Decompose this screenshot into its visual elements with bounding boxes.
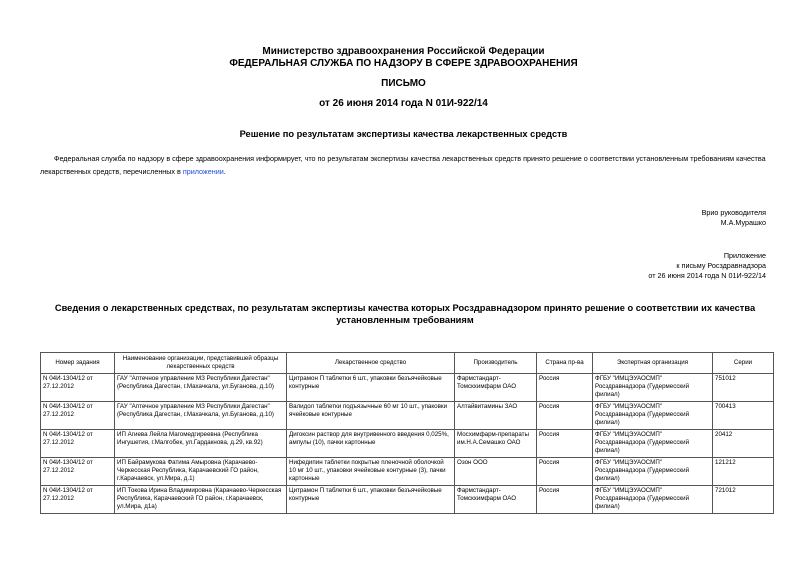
cell-series: 751012 bbox=[713, 374, 774, 402]
cell-medicine: Нифедипин таблетки покрытые пленочной оболочкой 10 мг 10 шт., упаковки ячейковые контурные (3), пачки картонные bbox=[287, 458, 455, 486]
cell-series: 121212 bbox=[713, 458, 774, 486]
header-cell: Серии bbox=[713, 353, 774, 374]
table-row bbox=[41, 458, 774, 486]
header-cell: Страна пр-ва bbox=[537, 353, 593, 374]
cell-task-number: N 04И-1304/12 от 27.12.2012 bbox=[41, 486, 115, 514]
cell-task-number: N 04И-1304/12 от 27.12.2012 bbox=[41, 402, 115, 430]
cell-manufacturer: Мосхимфарм-препараты им.Н.А.Семашко ОАО bbox=[455, 430, 537, 458]
table-row bbox=[41, 486, 774, 514]
cell-medicine: Цитрамон П таблетки 6 шт., упаковки безъячейковые контурные bbox=[287, 486, 455, 514]
doc-date-number: от 26 июня 2014 года N 01И-922/14 bbox=[319, 98, 488, 109]
medicines-table bbox=[40, 352, 774, 514]
table-title: Сведения о лекарственных средствах, по результатам экспертизы качества которых Росздравнадзором принято решение о соответствии их качества установленным требованиям bbox=[54, 303, 756, 325]
cell-expert-org: ФГБУ "ИМЦЭУАОСМП" Росздравнадзора (Гудермесский филиал) bbox=[593, 430, 713, 458]
cell-organization: ИП Байрамукова Фатима Амыровна (Карачаево-Черкесская Республика, Карачаевский ГО район, г.Карачаевск, ул.Мира, д.1) bbox=[115, 458, 287, 486]
cell-expert-org: ФГБУ "ИМЦЭУАОСМП" Росздравнадзора (Гудермесский филиал) bbox=[593, 402, 713, 430]
cell-organization: ГАУ "Аптечное управление МЗ Республики Дагестан" (Республика Дагестан, г.Махачкала, ул.Буганова, д.10) bbox=[115, 374, 287, 402]
cell-task-number: N 04И-1304/12 от 27.12.2012 bbox=[41, 374, 115, 402]
document-title: Решение по результатам экспертизы качества лекарственных средств bbox=[239, 129, 568, 139]
appendix-link[interactable]: приложении bbox=[182, 167, 224, 176]
cell-manufacturer: Фармстандарт-Томскхимфарм ОАО bbox=[455, 486, 537, 514]
cell-series: 700413 bbox=[713, 402, 774, 430]
cell-country: Россия bbox=[537, 486, 593, 514]
cell-country: Россия bbox=[537, 374, 593, 402]
signature-name: М.А.Мурашко bbox=[720, 218, 766, 227]
appendix-line-2: к письму Росздравнадзора bbox=[676, 261, 766, 270]
cell-series: 721012 bbox=[713, 486, 774, 514]
signature-block bbox=[702, 208, 766, 228]
table-row bbox=[41, 374, 774, 402]
cell-medicine: Дигоксин раствор для внутривенного введения 0,025%, ампулы (10), пачки картонные bbox=[287, 430, 455, 458]
cell-task-number: N 04И-1304/12 от 27.12.2012 bbox=[41, 430, 115, 458]
letter-body bbox=[40, 152, 770, 178]
cell-manufacturer: Алтайвитамины ЗАО bbox=[455, 402, 537, 430]
cell-manufacturer: Фармстандарт-Томскхимфарм ОАО bbox=[455, 374, 537, 402]
cell-manufacturer: Озон ООО bbox=[455, 458, 537, 486]
doc-type-heading: ПИСЬМО bbox=[381, 78, 426, 89]
body-text-start: Федеральная служба по надзору в сфере здравоохранения информирует, что по результатам экспертизы качества лекарственных средств принято решение о соответствии установленным требованиям качества лекарственных средств, перечисленных в bbox=[40, 154, 766, 176]
signature-position: Врио руководителя bbox=[701, 208, 766, 217]
cell-expert-org: ФГБУ "ИМЦЭУАОСМП" Росздравнадзора (Гудермесский филиал) bbox=[593, 458, 713, 486]
cell-series: 20412 bbox=[713, 430, 774, 458]
body-text-end: . bbox=[223, 167, 226, 176]
cell-expert-org: ФГБУ "ИМЦЭУАОСМП" Росздравнадзора (Гудермесский филиал) bbox=[593, 486, 713, 514]
header-cell: Экспертная организация bbox=[593, 353, 713, 374]
appendix-block bbox=[648, 251, 766, 281]
cell-country: Россия bbox=[537, 430, 593, 458]
table-row bbox=[41, 430, 774, 458]
ministry-heading: Министерство здравоохранения Российской Федерации bbox=[262, 46, 545, 57]
header-cell: Номер задания bbox=[41, 353, 115, 374]
appendix-line-3: от 26 июня 2014 года N 01И-922/14 bbox=[648, 271, 766, 280]
cell-expert-org: ФГБУ "ИМЦЭУАОСМП" Росздравнадзора (Гудермесский филиал) bbox=[593, 374, 713, 402]
service-heading: ФЕДЕРАЛЬНАЯ СЛУЖБА ПО НАДЗОРУ В СФЕРЕ ЗДРАВООХРАНЕНИЯ bbox=[229, 58, 578, 69]
header-cell: Производитель bbox=[455, 353, 537, 374]
table-row bbox=[41, 402, 774, 430]
cell-organization: ГАУ "Аптечное управление МЗ Республики Дагестан" (Республика Дагестан, г.Махачкала, ул.Буганова, д.10) bbox=[115, 402, 287, 430]
cell-country: Россия bbox=[537, 402, 593, 430]
cell-country: Россия bbox=[537, 458, 593, 486]
cell-organization: ИП Агиева Лейла Магомедгиреевна (Республика Ингушетия, г.Малгобек, ул.Гардакнова, д.29, кв.92) bbox=[115, 430, 287, 458]
cell-medicine: Валидол таблетки подъязычные 60 мг 10 шт., упаковки ячейковые контурные bbox=[287, 402, 455, 430]
header-cell: Наименование организации, представившей образцы лекарственных средств bbox=[115, 353, 287, 374]
header-cell: Лекарственное средство bbox=[287, 353, 455, 374]
cell-task-number: N 04И-1304/12 от 27.12.2012 bbox=[41, 458, 115, 486]
cell-organization: ИП Токова Ирина Владимировна (Карачаево-Черкесская Республика, Карачаевский ГО район, г.Карачаевск, ул.Мира, д1а) bbox=[115, 486, 287, 514]
table-header-row bbox=[41, 353, 774, 374]
appendix-line-1: Приложение bbox=[723, 251, 766, 260]
cell-medicine: Цитрамон П таблетки 6 шт., упаковки безъячейковые контурные bbox=[287, 374, 455, 402]
